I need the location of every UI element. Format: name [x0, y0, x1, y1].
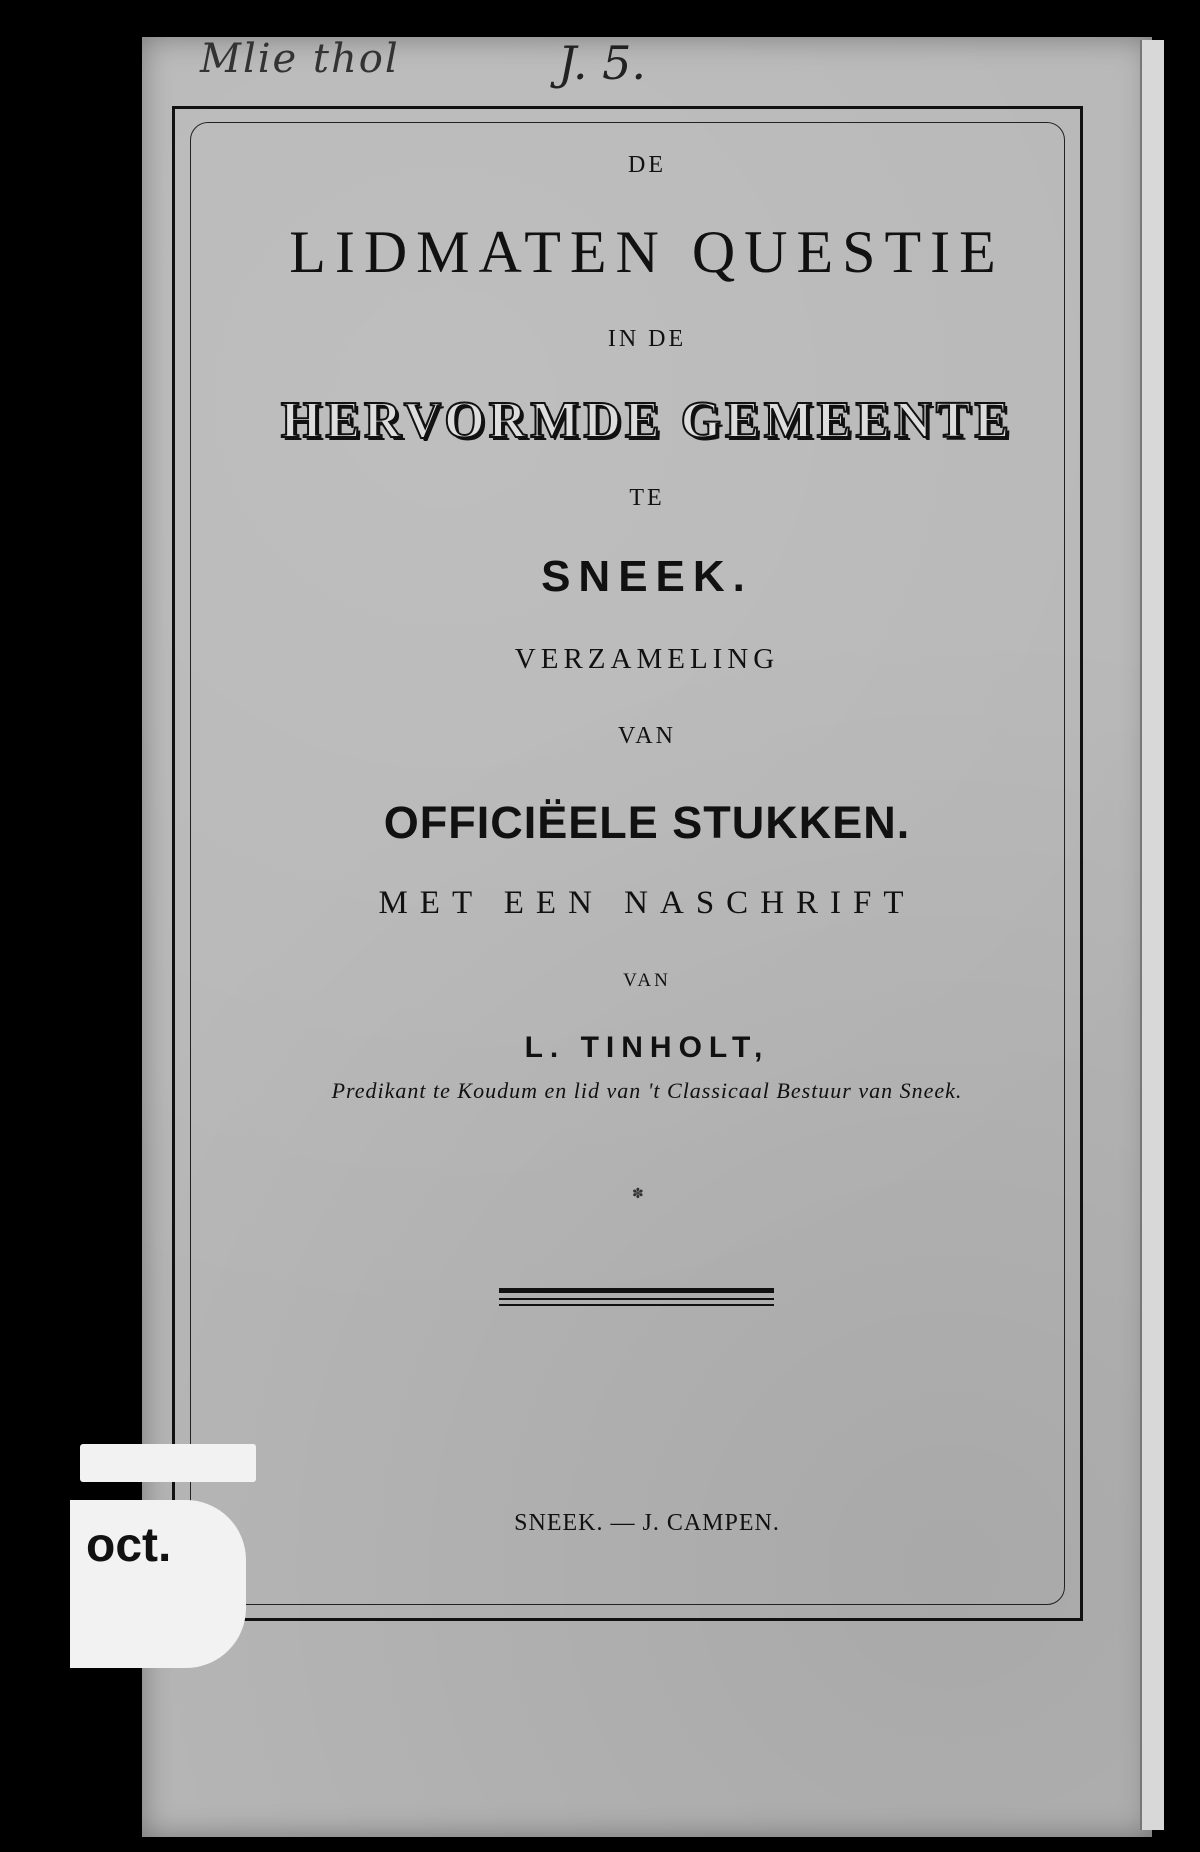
subtitle-verzameling: VERZAMELING — [514, 643, 780, 675]
author-description: Predikant te Koudum en lid van 't Classicaal Bestuur van Sneek. — [331, 1078, 963, 1103]
title-connector-in-de: IN DE — [607, 326, 687, 352]
decorative-title-line: HERVORMDE GEMEENTE — [280, 392, 1014, 449]
subtitle-naschrift: MET EEN NASCHRIFT — [378, 885, 916, 921]
page-edge — [1140, 40, 1164, 1830]
shelf-mark: J. 5. — [558, 36, 647, 90]
subtitle-officieele-stukken: OFFICIËELE STUKKEN. — [383, 797, 911, 848]
subtitle-van: VAN — [618, 723, 676, 749]
decorative-rule-thin — [499, 1298, 774, 1300]
title-prefix: DE — [628, 152, 666, 178]
ornament-icon: ✽ — [632, 1187, 644, 1202]
library-label-tab — [80, 1444, 256, 1482]
title-connector-te: TE — [629, 485, 665, 511]
handwritten-note: Mlie thol — [200, 36, 400, 82]
main-title: LIDMATEN QUESTIE — [289, 219, 1005, 285]
library-label-text: oct. — [86, 1519, 172, 1572]
place-name: SNEEK. — [541, 552, 753, 601]
author-name: L. TINHOLT, — [524, 1031, 770, 1064]
decorative-rule-thin — [499, 1304, 774, 1306]
byline-van: VAN — [623, 970, 671, 991]
decorative-rule-thick — [499, 1288, 774, 1293]
imprint: SNEEK. — J. CAMPEN. — [514, 1510, 780, 1536]
